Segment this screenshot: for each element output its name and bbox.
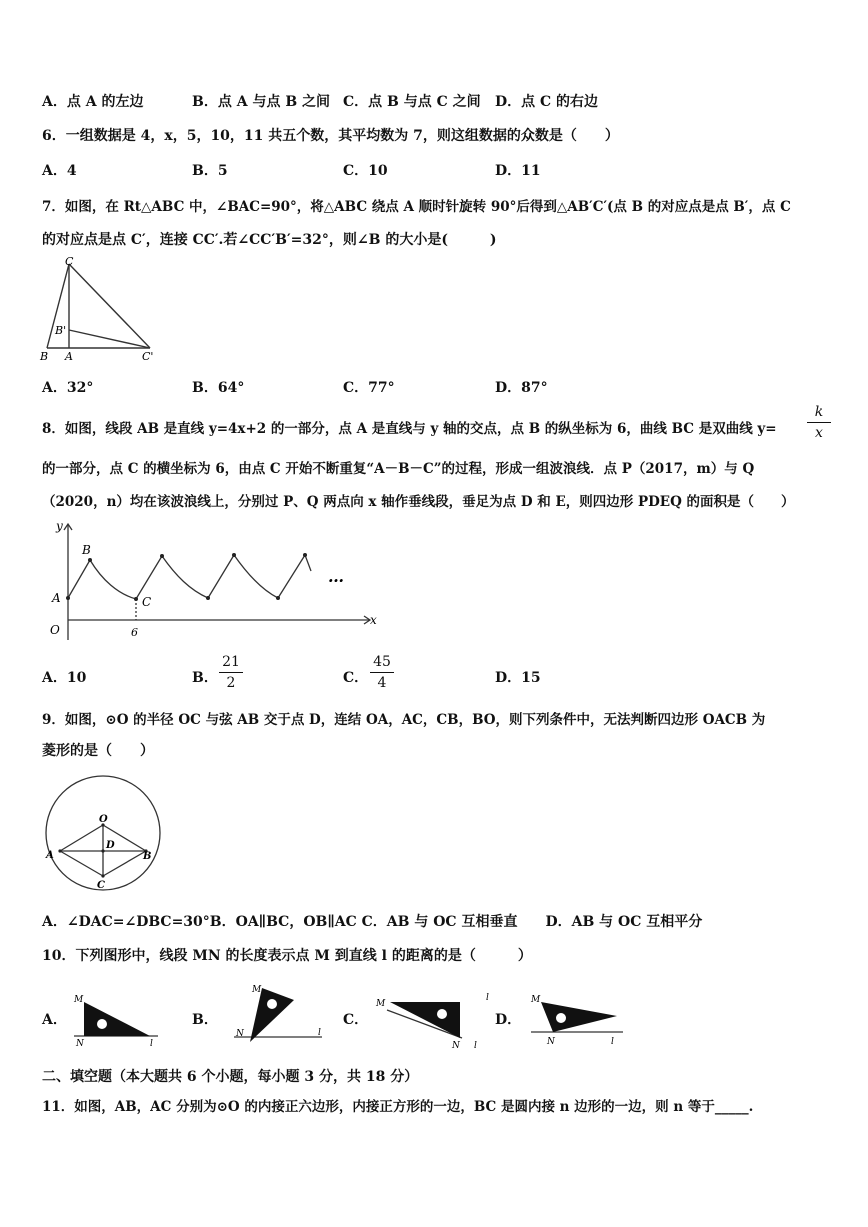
- q9-label-o: O: [99, 814, 108, 825]
- q8-option-c-den: 4: [377, 675, 387, 691]
- q10d-label-m: M: [531, 995, 541, 1005]
- q8-label-c: C: [142, 595, 152, 609]
- q8-label-a: A: [52, 591, 61, 605]
- q10d-label-l: l: [611, 1037, 614, 1046]
- q9-label-c: C: [97, 880, 105, 891]
- q10a-label-n: N: [76, 1039, 84, 1046]
- q8-ellipsis: …: [328, 567, 344, 586]
- q7-label-c: C: [65, 256, 74, 268]
- q10c-label-m: M: [376, 999, 386, 1009]
- q7-label-a: A: [65, 350, 73, 363]
- q8-option-b-fraction: [219, 654, 243, 691]
- q8-axis-x-label: x: [370, 613, 377, 627]
- q8-stem-line2: 的一部分，点 C 的横坐标为 6，由点 C 开始不断重复“A－B－C”的过程，形成一组波浪线．点 P（2017，m）与 Q: [42, 461, 755, 477]
- q10-option-b: B．: [192, 1012, 218, 1028]
- q10-option-d: D．: [495, 1012, 522, 1028]
- q8-wave-graph: [40, 518, 385, 648]
- q10c-label-n: N: [452, 1041, 460, 1050]
- q9-circle-figure: [40, 772, 170, 897]
- q10a-label-l: l: [150, 1039, 153, 1046]
- q7-label-b-prime: B': [55, 324, 67, 337]
- q7-option-a: A．32°: [42, 380, 94, 396]
- q10-option-a: A．: [42, 1012, 67, 1028]
- q7-triangle-figure: [38, 256, 163, 364]
- q9-label-d: D: [106, 840, 115, 851]
- q10c-label-l: l: [474, 1041, 477, 1050]
- q8-option-d: D．15: [495, 670, 541, 686]
- q6-option-a: A．4: [42, 163, 77, 179]
- q9-label-a: A: [46, 850, 54, 861]
- q5-option-d: D．点 C 的右边: [495, 94, 599, 110]
- q10-figure-c: [372, 988, 497, 1050]
- q8-tick-6: 6: [131, 626, 138, 639]
- q8-label-b: B: [82, 543, 91, 557]
- q8-stem-line3: （2020，n）均在该波浪线上，分别过 P、Q 两点向 x 轴作垂线段，垂足为点 D 和 E，则四边形 PDEQ 的面积是（ ）: [42, 494, 795, 510]
- section2-title: 二、填空题（本大题共 6 个小题，每小题 3 分，共 18 分）: [42, 1069, 419, 1085]
- q9-options: A．∠DAC=∠DBC=30°B．OA∥BC，OB∥AC C．AB 与 OC 互相垂直 D．AB 与 OC 互相平分: [42, 914, 703, 930]
- q9-stem-line1: 9．如图，⊙O 的半径 OC 与弦 AB 交于点 D，连结 OA，AC，CB，BO，则下列条件中，无法判断四边形 OACB 为: [42, 712, 766, 728]
- q7-option-d: D．87°: [495, 380, 548, 396]
- q10a-label-m: M: [74, 995, 84, 1005]
- q9-stem-line2: 菱形的是（ ）: [42, 743, 154, 759]
- q10-stem: 10．下列图形中，线段 MN 的长度表示点 M 到直线 l 的距离的是（ ）: [42, 948, 532, 964]
- q8-axis-y-label: y: [56, 519, 63, 533]
- q10b-label-m: M: [252, 985, 262, 995]
- q7-label-b: B: [40, 350, 49, 363]
- q6-option-b: B．5: [192, 163, 228, 179]
- q5-option-b: B．点 A 与点 B 之间: [192, 94, 331, 110]
- q8-stem-line1: 8．如图，线段 AB 是直线 y=4x+2 的一部分，点 A 是直线与 y 轴的交点，点 B 的纵坐标为 6，曲线 BC 是双曲线 y=: [42, 421, 777, 437]
- q10-figure-b: [222, 980, 327, 1048]
- q9-label-b: B: [143, 851, 152, 862]
- q8-option-b-prefix: B．: [192, 670, 218, 686]
- q8-frac-denominator: x: [815, 425, 823, 441]
- q8-option-c-prefix: C．: [343, 670, 369, 686]
- q8-option-b-den: 2: [226, 675, 236, 691]
- q10-figure-d: [525, 988, 635, 1046]
- q8-option-c-num: 45: [373, 654, 391, 670]
- q7-option-c: C．77°: [343, 380, 395, 396]
- q5-option-a: A．点 A 的左边: [42, 94, 144, 110]
- q8-option-c-fraction: [370, 654, 394, 691]
- q7-label-c-prime: C': [142, 350, 154, 363]
- q10b-label-l: l: [318, 1028, 321, 1038]
- q5-option-c: C．点 B 与点 C 之间: [343, 94, 481, 110]
- q10d-label-n: N: [547, 1037, 555, 1046]
- q10-option-c: C．: [343, 1012, 369, 1028]
- q8-origin-label: O: [50, 623, 60, 637]
- q11-stem: 11．如图，AB，AC 分别为⊙O 的内接正六边形，内接正方形的一边，BC 是圆内接 n 边形的一边，则 n 等于_____.: [42, 1099, 754, 1115]
- q7-option-b: B．64°: [192, 380, 245, 396]
- q8-option-b-num: 21: [222, 654, 240, 670]
- q10-figure-a: [70, 988, 165, 1046]
- q6-stem: 6．一组数据是 4，x，5，10，11 共五个数，其平均数为 7，则这组数据的众数是（ ）: [42, 128, 619, 144]
- q10c-label-l-top: l: [486, 993, 489, 1003]
- q8-frac-numerator: k: [814, 404, 824, 420]
- q7-stem-line2: 的对应点是点 C′，连接 CC′.若∠CC′B′=32°，则∠B 的大小是( ): [42, 232, 497, 248]
- q6-option-d: D．11: [495, 163, 541, 179]
- q8-option-a: A．10: [42, 670, 87, 686]
- q6-option-c: C．10: [343, 163, 388, 179]
- q8-fraction-k-over-x: [807, 404, 831, 441]
- q10b-label-n: N: [236, 1029, 244, 1039]
- q7-stem-line1: 7．如图，在 Rt△ABC 中，∠BAC=90°，将△ABC 绕点 A 顺时针旋转 90°后得到△AB′C′(点 B 的对应点是点 B′，点 C: [42, 199, 791, 215]
